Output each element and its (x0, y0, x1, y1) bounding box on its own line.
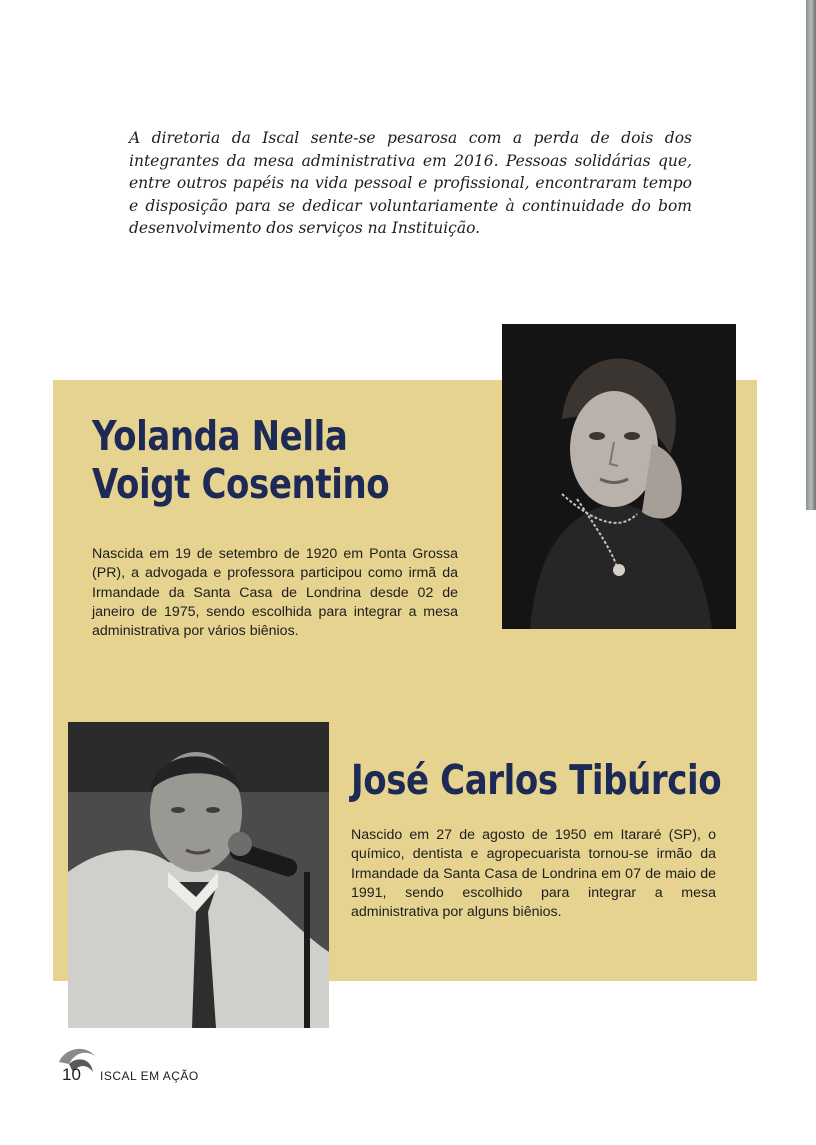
magazine-name: ISCAL EM AÇÃO (100, 1069, 199, 1083)
profile-name-yolanda (92, 412, 389, 508)
profile-name-line1: Yolanda Nella (92, 412, 348, 460)
profile-bio-jose: Nascido em 27 de agosto de 1950 em Itararé (SP), o químico, dentista e agropecuarista tornou-se irmão da Irmandade da Santa Casa de Londrina em 07 de maio de 1991, sendo escolhido para integrar a mesa administrativa por alguns biênios. (351, 827, 716, 921)
profile-name-jose: José Carlos Tibúrcio (351, 756, 722, 804)
page-number: 10 (62, 1065, 81, 1084)
profile-name-line2: Voigt Cosentino (92, 460, 390, 508)
adjacent-page-photo-edge (806, 0, 816, 510)
profile-bio-yolanda: Nascida em 19 de setembro de 1920 em Ponta Grossa (PR), a advogada e professora participou como irmã da Irmandade da Santa Casa de Londrina desde 02 de janeiro de 1975, sendo escolhida para integrar a mesa administrativa por vários biênios. (92, 546, 458, 640)
intro-paragraph: A diretoria da Iscal sente-se pesarosa com a perda de dois dos integrantes da mesa administrativa em 2016. Pessoas solidárias que, entre outros papéis na vida pessoal e profissional, encontraram tempo e disposição para se dedicar voluntariamente à continuidade do bom desenvolvimento dos serviços na Instituição. (129, 129, 692, 238)
portrait-yolanda (502, 324, 736, 629)
portrait-jose (68, 722, 329, 1028)
